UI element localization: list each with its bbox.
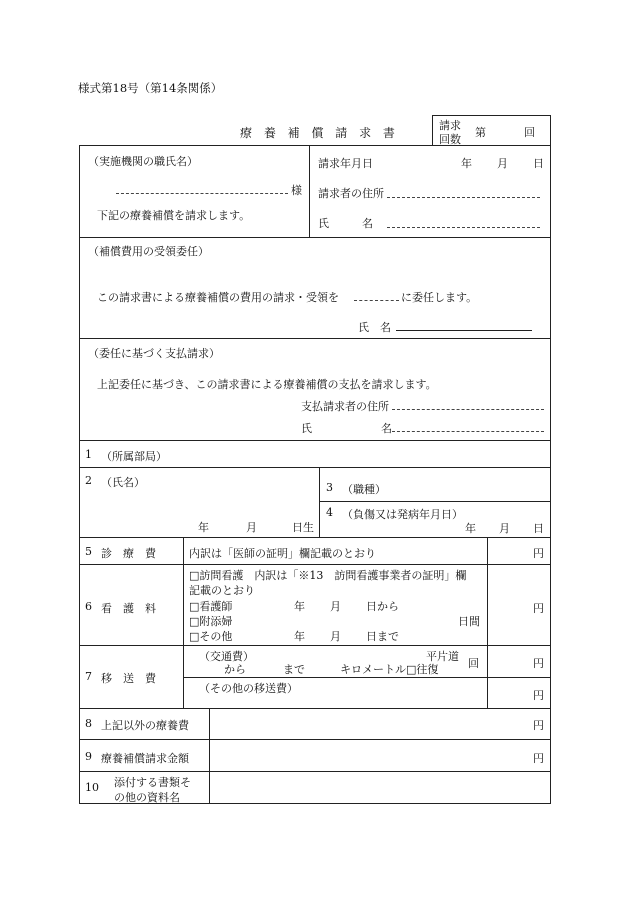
item-2-no: 2 <box>85 474 92 487</box>
medical-content: 内訳は「医師の証明」欄記載のとおり <box>189 547 376 560</box>
divider <box>183 677 551 678</box>
divider <box>79 708 551 709</box>
payment-address-label: 支払請求者の住所 <box>301 400 389 413</box>
nursing-visit-line-1[interactable]: □訪問看護 内訳は「※13 訪問看護事業者の証明」欄 <box>189 569 467 582</box>
total-unit: 円 <box>533 752 544 765</box>
transport-unit-1: 円 <box>533 657 544 670</box>
delegation-text-after: に委任します。 <box>401 291 478 304</box>
divider <box>319 501 551 502</box>
item-4-no: 4 <box>326 506 333 519</box>
injury-day: 日 <box>533 522 544 535</box>
nursing-month: 月 <box>330 600 341 613</box>
transport-traffic: （交通費） <box>199 650 254 663</box>
payment-address-line[interactable] <box>392 409 544 410</box>
item-10-label-2: の他の資料名 <box>114 791 180 804</box>
item-8-no: 8 <box>85 717 92 730</box>
transport-one-way: 平片道 <box>426 650 459 663</box>
other-costs-unit: 円 <box>533 719 544 732</box>
item-10-label-1: 添付する書類そ <box>114 776 191 789</box>
divider <box>79 645 551 646</box>
item-10-no: 10 <box>85 781 99 794</box>
divider <box>79 467 551 468</box>
transport-from: から <box>224 663 246 676</box>
form-title: 療 養 補 償 請 求 書 <box>240 126 399 140</box>
payment-name-line[interactable] <box>392 431 544 432</box>
claim-date-month: 月 <box>497 157 508 170</box>
divider <box>209 708 210 804</box>
nursing-to: 日まで <box>366 630 399 643</box>
nursing-days: 日間 <box>458 615 480 628</box>
divider <box>487 537 488 708</box>
delegate-name-line[interactable] <box>354 300 399 301</box>
delegation-text-before: この請求書による療養補償の費用の請求・受領を <box>97 291 339 304</box>
item-5-no: 5 <box>85 545 92 558</box>
claimant-address-label: 請求者の住所 <box>318 187 384 200</box>
divider <box>79 739 551 740</box>
item-2-label: （氏名） <box>101 476 145 489</box>
payment-name-label-b: 名 <box>381 422 392 435</box>
item-1-no: 1 <box>85 448 92 461</box>
divider <box>79 440 551 441</box>
divider <box>79 771 551 772</box>
claimant-name-line[interactable] <box>387 227 540 228</box>
transport-to: まで <box>283 663 305 676</box>
item-1-label: （所属部局） <box>101 450 167 463</box>
claim-count-label-2: 回数 <box>439 133 461 146</box>
nursing-month-2: 月 <box>330 630 341 643</box>
birth-day: 日生 <box>292 521 314 534</box>
claimant-name-label: 氏 名 <box>318 217 373 230</box>
item-9-no: 9 <box>85 750 92 763</box>
item-6-label: 看 護 料 <box>101 602 156 615</box>
item-3-no: 3 <box>326 481 333 494</box>
agency-honorific: 様 <box>291 184 302 197</box>
nursing-visit-line-2: 記載のとおり <box>189 584 255 597</box>
payment-heading: （委任に基づく支払請求） <box>88 347 220 360</box>
claim-date-day: 日 <box>533 157 544 170</box>
transport-other: （その他の移送費） <box>199 682 298 695</box>
agency-request-text: 下記の療養補償を請求します。 <box>97 209 251 222</box>
transport-km-round[interactable]: キロメートル□往復 <box>340 663 439 676</box>
claim-date-year: 年 <box>461 157 472 170</box>
item-4-label: （負傷又は発病年月日） <box>342 508 463 521</box>
claim-count-label-1: 請求 <box>439 119 461 132</box>
divider <box>183 537 184 708</box>
birth-month: 月 <box>246 521 257 534</box>
divider <box>79 237 551 238</box>
delegation-heading: （補償費用の受領委任） <box>88 245 209 258</box>
payment-name-label-a: 氏 <box>301 422 312 435</box>
transport-times: 回 <box>468 657 479 670</box>
divider <box>79 564 551 565</box>
divider <box>309 145 310 238</box>
nursing-from: 日から <box>366 600 399 613</box>
claim-count-suffix: 回 <box>524 126 535 139</box>
nursing-year: 年 <box>294 600 305 613</box>
injury-year: 年 <box>465 522 476 535</box>
agency-name-line[interactable] <box>116 193 288 194</box>
payment-text: 上記委任に基づき、この請求書による療養補償の支払を請求します。 <box>97 378 437 391</box>
nursing-nurse-checkbox[interactable]: □看護師 <box>189 600 233 613</box>
delegation-name-label: 氏 名 <box>358 321 391 334</box>
divider <box>79 537 551 538</box>
nursing-year-2: 年 <box>294 630 305 643</box>
nursing-other-checkbox[interactable]: □その他 <box>189 630 233 643</box>
form-code: 様式第18号（第14条関係） <box>78 81 223 95</box>
injury-month: 月 <box>499 522 510 535</box>
item-8-label: 上記以外の療養費 <box>101 719 189 732</box>
nursing-attendant-checkbox[interactable]: □附添婦 <box>189 615 233 628</box>
nursing-unit: 円 <box>533 602 544 615</box>
item-9-label: 療養補償請求金額 <box>101 752 189 765</box>
claimant-address-line[interactable] <box>387 197 540 198</box>
divider <box>319 467 320 537</box>
divider <box>79 338 551 339</box>
transport-unit-2: 円 <box>533 689 544 702</box>
agency-heading: （実施機関の職氏名） <box>88 155 198 168</box>
item-3-label: （職種） <box>342 483 386 496</box>
medical-unit: 円 <box>533 547 544 560</box>
delegation-name-line[interactable] <box>396 330 532 331</box>
claim-count-prefix: 第 <box>475 126 486 139</box>
item-7-no: 7 <box>85 670 92 683</box>
item-5-label: 診 療 費 <box>101 547 156 560</box>
item-7-label: 移 送 費 <box>101 672 156 685</box>
birth-year: 年 <box>198 521 209 534</box>
claim-date-label: 請求年月日 <box>318 157 373 170</box>
item-6-no: 6 <box>85 600 92 613</box>
